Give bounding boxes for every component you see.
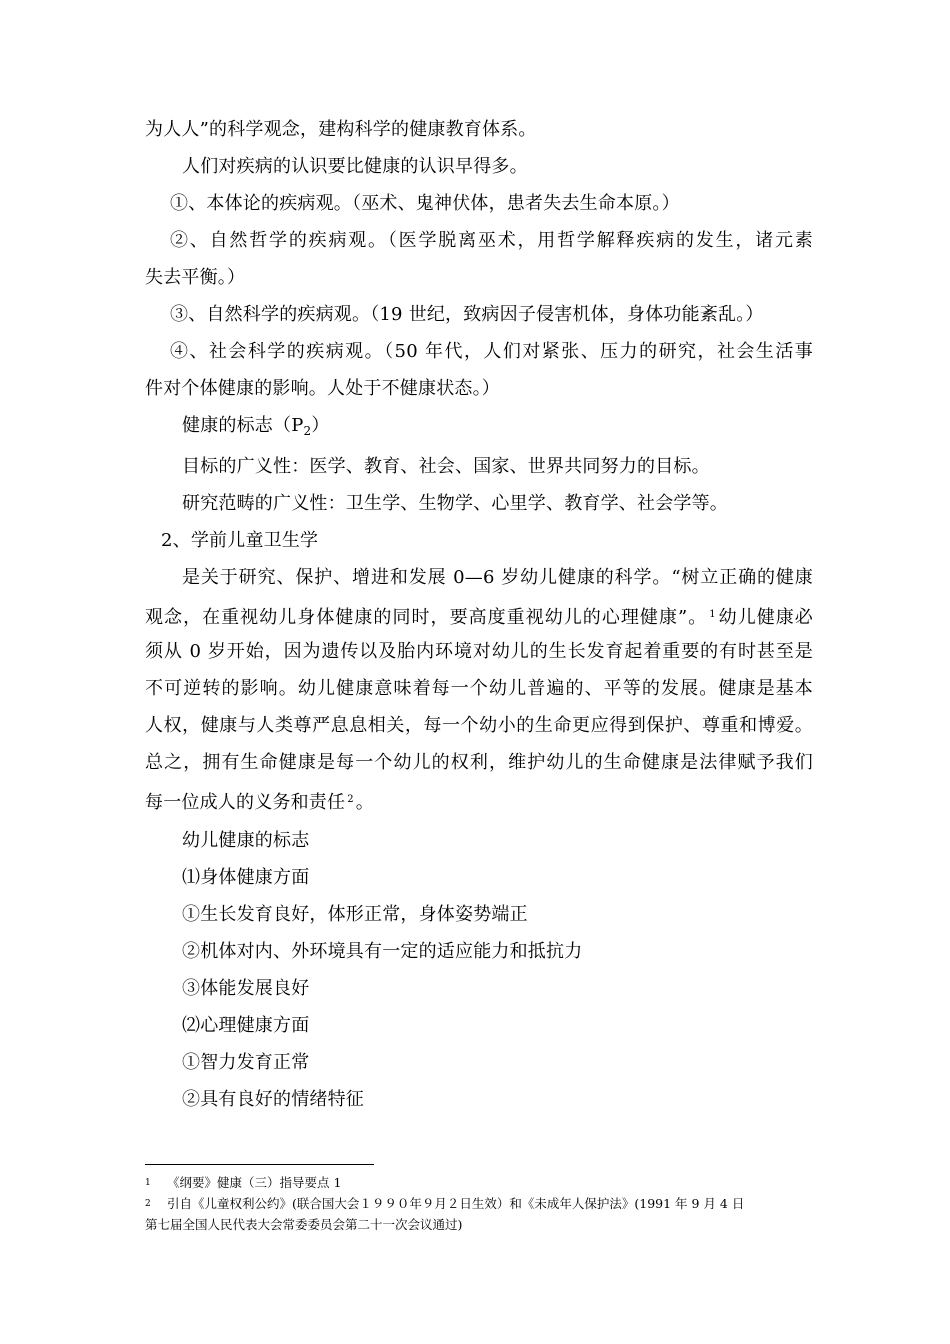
body-line-2: 人们对疾病的认识要比健康的认识早得多。 [182, 156, 528, 177]
paragraph-line-1: 是关于研究、保护、增进和发展 0—6 岁幼儿健康的科学。“树立正确的健康 [182, 567, 813, 588]
disease-view-2-cont: 失去平衡。） [145, 267, 246, 288]
paragraph-line-5: 人权，健康与人类尊严息息相关，每一个幼小的生命更应得到保护、尊重和博爱。 [145, 715, 813, 736]
research-scope-line: 研究范畴的广义性：卫生学、生物学、心里学、教育学、社会学等。 [182, 493, 728, 514]
mental-health-heading: ⑵心理健康方面 [182, 1015, 310, 1036]
footnote-ref-2[interactable]: 2 [347, 794, 354, 805]
footnote-2-text: 引自《儿童权利公约》(联合国大会１９９０年９月２日生效）和《未成年人保护法》(1991 年 9 月 4 日 [167, 1196, 745, 1211]
footnote-1-text: 《纲要》健康（三）指导要点 1 [167, 1175, 342, 1190]
health-markers-heading [182, 414, 330, 443]
paragraph-line-7-text: 每一位成人的义务和责任 [145, 792, 346, 813]
health-markers-text: 健康的标志（P [182, 415, 304, 436]
paragraph-line-2 [145, 603, 813, 630]
physical-item-2: ②机体对内、外环境具有一定的适应能力和抵抗力 [182, 941, 583, 962]
section-heading-preschool-hygiene: 2、学前儿童卫生学 [161, 530, 319, 551]
paragraph-line-6: 总之，拥有生命健康是每一个幼儿的权利，维护幼儿的生命健康是法律赋予我们 [145, 752, 813, 773]
disease-view-4-cont: 件对个体健康的影响。人处于不健康状态。） [145, 378, 500, 399]
paragraph-line-2-text: 观念，在重视幼儿身体健康的同时，要高度重视幼儿的心理健康”。 [145, 607, 708, 628]
mental-item-1: ①智力发育正常 [182, 1052, 310, 1073]
disease-view-4: ④、社会科学的疾病观。（50 年代，人们对紧张、压力的研究，社会生活事 [170, 341, 813, 362]
paragraph-line-7 [145, 788, 374, 815]
physical-item-3: ③体能发展良好 [182, 978, 310, 999]
mental-item-2: ②具有良好的情绪特征 [182, 1089, 364, 1110]
disease-view-1: ①、本体论的疾病观。（巫术、鬼神伏体，患者失去生命本原。） [170, 193, 680, 214]
disease-view-3: ③、自然科学的疾病观。（19 世纪，致病因子侵害机体，身体功能紊乱。） [170, 304, 764, 325]
disease-view-2: ②、自然哲学的疾病观。（医学脱离巫术，用哲学解释疾病的发生，诸元素 [170, 230, 813, 251]
footnote-separator [145, 1164, 374, 1165]
health-markers-page-subscript: 2 [303, 424, 312, 438]
footnote-1-mark: 1 [145, 1178, 151, 1188]
goal-breadth-line: 目标的广义性：医学、教育、社会、国家、世界共同努力的目标。 [182, 456, 710, 477]
child-health-markers-heading: 幼儿健康的标志 [182, 830, 310, 851]
paragraph-line-3: 须从 0 岁开始，因为遗传以及胎内环境对幼儿的生长发育起着重要的有时甚至是 [145, 641, 813, 662]
paragraph-line-7-tail: 。 [355, 792, 374, 813]
paragraph-line-2-tail: 幼儿健康必 [717, 607, 814, 628]
footnote-2 [145, 1195, 744, 1213]
paragraph-line-4: 不可逆转的影响。幼儿健康意味着每一个幼儿普遍的、平等的发展。健康是基本 [145, 678, 813, 699]
footnote-2-continuation: 第七届全国人民代表大会常委委员会第二十一次会议通过) [145, 1217, 463, 1232]
health-markers-close: ） [311, 415, 330, 436]
body-line-1: 为人人”的科学观念，建构科学的健康教育体系。 [145, 119, 537, 140]
physical-item-1: ①生长发育良好，体形正常，身体姿势端正 [182, 904, 528, 925]
physical-health-heading: ⑴身体健康方面 [182, 867, 310, 888]
footnote-2-mark: 2 [145, 1199, 151, 1209]
footnote-1 [145, 1174, 341, 1192]
footnote-ref-1[interactable]: 1 [709, 609, 716, 620]
